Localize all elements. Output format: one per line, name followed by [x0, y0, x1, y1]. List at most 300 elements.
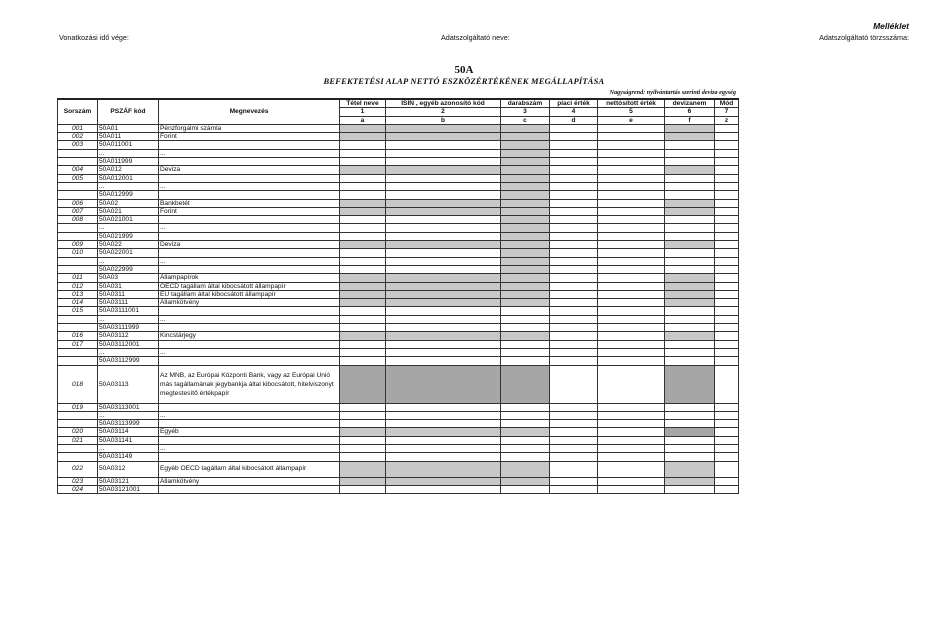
data-cell[interactable] — [386, 444, 501, 452]
data-cell[interactable] — [665, 232, 715, 240]
data-cell[interactable] — [665, 158, 715, 166]
data-cell[interactable] — [598, 357, 665, 365]
data-cell[interactable] — [598, 158, 665, 166]
data-cell[interactable] — [665, 290, 715, 298]
data-cell[interactable] — [550, 477, 598, 485]
data-cell[interactable] — [340, 324, 386, 332]
data-cell[interactable] — [598, 411, 665, 419]
data-cell[interactable] — [501, 348, 550, 356]
data-cell[interactable] — [340, 428, 386, 436]
data-cell[interactable] — [598, 174, 665, 182]
data-cell[interactable] — [665, 453, 715, 461]
data-cell[interactable] — [598, 403, 665, 411]
data-cell[interactable] — [550, 485, 598, 493]
data-cell[interactable] — [598, 216, 665, 224]
data-cell[interactable] — [386, 257, 501, 265]
data-cell[interactable] — [715, 348, 739, 356]
data-cell[interactable] — [665, 249, 715, 257]
data-cell[interactable] — [550, 332, 598, 340]
data-cell[interactable] — [340, 477, 386, 485]
data-cell[interactable] — [665, 403, 715, 411]
data-cell[interactable] — [386, 428, 501, 436]
data-cell[interactable] — [386, 324, 501, 332]
data-cell[interactable] — [598, 348, 665, 356]
data-cell[interactable] — [340, 182, 386, 190]
data-cell[interactable] — [386, 182, 501, 190]
data-cell[interactable] — [550, 403, 598, 411]
data-cell[interactable] — [501, 257, 550, 265]
data-cell[interactable] — [550, 191, 598, 199]
data-cell[interactable] — [665, 274, 715, 282]
data-cell[interactable] — [550, 216, 598, 224]
data-cell[interactable] — [386, 290, 501, 298]
row-pszaf-code: 50A021999 — [98, 232, 159, 240]
table-row — [58, 461, 739, 477]
data-cell[interactable] — [715, 141, 739, 149]
data-cell[interactable] — [715, 158, 739, 166]
data-cell[interactable] — [665, 282, 715, 290]
row-pszaf-code: 50A022 — [98, 241, 159, 249]
data-cell[interactable] — [665, 182, 715, 190]
data-cell[interactable] — [598, 141, 665, 149]
data-cell[interactable] — [501, 485, 550, 493]
data-cell[interactable] — [386, 149, 501, 157]
data-cell[interactable] — [665, 436, 715, 444]
data-cell[interactable] — [715, 307, 739, 315]
data-cell[interactable] — [550, 207, 598, 215]
data-cell[interactable] — [715, 332, 739, 340]
data-cell[interactable] — [501, 274, 550, 282]
data-cell[interactable] — [715, 485, 739, 493]
data-cell[interactable] — [340, 411, 386, 419]
data-cell[interactable] — [550, 461, 598, 477]
data-cell[interactable] — [340, 420, 386, 428]
data-cell[interactable] — [665, 477, 715, 485]
row-sorszam: 015 — [58, 307, 98, 315]
row-pszaf-code: 50A031 — [98, 282, 159, 290]
data-cell[interactable] — [501, 232, 550, 240]
data-cell[interactable] — [386, 274, 501, 282]
data-cell[interactable] — [665, 315, 715, 323]
data-cell[interactable] — [550, 241, 598, 249]
data-cell[interactable] — [665, 485, 715, 493]
data-cell[interactable] — [386, 199, 501, 207]
data-cell[interactable] — [386, 224, 501, 232]
data-cell[interactable] — [665, 141, 715, 149]
data-cell[interactable] — [550, 158, 598, 166]
data-cell[interactable] — [501, 249, 550, 257]
data-cell[interactable] — [550, 182, 598, 190]
data-cell[interactable] — [550, 141, 598, 149]
data-cell[interactable] — [550, 224, 598, 232]
data-cell[interactable] — [501, 182, 550, 190]
data-cell[interactable] — [715, 207, 739, 215]
data-cell[interactable] — [715, 315, 739, 323]
row-megnevezes — [159, 485, 340, 493]
data-cell[interactable] — [550, 174, 598, 182]
data-cell[interactable] — [501, 207, 550, 215]
data-cell[interactable] — [386, 141, 501, 149]
data-cell[interactable] — [550, 299, 598, 307]
data-cell[interactable] — [665, 265, 715, 273]
data-cell[interactable] — [665, 207, 715, 215]
data-cell[interactable] — [550, 444, 598, 452]
data-cell[interactable] — [715, 282, 739, 290]
data-cell[interactable] — [598, 324, 665, 332]
data-cell[interactable] — [550, 357, 598, 365]
data-cell[interactable] — [340, 191, 386, 199]
row-pszaf-code: 50A03112999 — [98, 357, 159, 365]
data-cell[interactable] — [715, 174, 739, 182]
data-cell[interactable] — [340, 340, 386, 348]
data-cell[interactable] — [665, 357, 715, 365]
data-cell[interactable] — [715, 149, 739, 157]
data-cell[interactable] — [340, 299, 386, 307]
data-cell[interactable] — [715, 124, 739, 132]
data-cell[interactable] — [550, 290, 598, 298]
col-letter: f — [665, 116, 715, 124]
data-cell[interactable] — [386, 249, 501, 257]
data-cell[interactable] — [340, 232, 386, 240]
data-cell[interactable] — [340, 158, 386, 166]
data-cell[interactable] — [665, 307, 715, 315]
data-cell[interactable] — [340, 315, 386, 323]
data-cell[interactable] — [340, 461, 386, 477]
row-pszaf-code: ... — [98, 411, 159, 419]
data-cell[interactable] — [598, 453, 665, 461]
data-cell[interactable] — [340, 282, 386, 290]
data-cell[interactable] — [386, 340, 501, 348]
data-cell[interactable] — [386, 299, 501, 307]
data-cell[interactable] — [501, 411, 550, 419]
data-cell[interactable] — [715, 365, 739, 403]
data-cell[interactable] — [598, 124, 665, 132]
data-cell[interactable] — [340, 207, 386, 215]
data-cell[interactable] — [550, 453, 598, 461]
data-cell[interactable] — [665, 174, 715, 182]
data-cell[interactable] — [386, 207, 501, 215]
data-cell[interactable] — [550, 257, 598, 265]
data-cell[interactable] — [715, 340, 739, 348]
data-cell[interactable] — [386, 124, 501, 132]
data-cell[interactable] — [386, 166, 501, 174]
data-cell[interactable] — [715, 216, 739, 224]
data-cell[interactable] — [598, 340, 665, 348]
row-sorszam: 002 — [58, 133, 98, 141]
data-cell[interactable] — [501, 166, 550, 174]
data-cell[interactable] — [665, 257, 715, 265]
data-cell[interactable] — [340, 290, 386, 298]
data-cell[interactable] — [715, 241, 739, 249]
data-cell[interactable] — [501, 241, 550, 249]
data-cell[interactable] — [665, 124, 715, 132]
data-cell[interactable] — [598, 485, 665, 493]
data-cell[interactable] — [598, 274, 665, 282]
data-cell[interactable] — [550, 265, 598, 273]
data-cell[interactable] — [715, 477, 739, 485]
data-cell[interactable] — [715, 299, 739, 307]
data-cell[interactable] — [715, 436, 739, 444]
data-cell[interactable] — [501, 420, 550, 428]
data-cell[interactable] — [598, 149, 665, 157]
data-cell[interactable] — [386, 411, 501, 419]
data-cell[interactable] — [340, 274, 386, 282]
data-cell[interactable] — [550, 365, 598, 403]
data-cell[interactable] — [598, 444, 665, 452]
data-cell[interactable] — [715, 232, 739, 240]
data-cell[interactable] — [386, 357, 501, 365]
data-cell[interactable] — [340, 216, 386, 224]
data-cell[interactable] — [501, 444, 550, 452]
data-cell[interactable] — [665, 340, 715, 348]
data-cell[interactable] — [501, 174, 550, 182]
data-cell[interactable] — [550, 232, 598, 240]
data-cell[interactable] — [386, 315, 501, 323]
data-cell[interactable] — [340, 403, 386, 411]
data-cell[interactable] — [386, 158, 501, 166]
data-cell[interactable] — [501, 299, 550, 307]
data-cell[interactable] — [550, 199, 598, 207]
data-cell[interactable] — [598, 332, 665, 340]
data-cell[interactable] — [598, 232, 665, 240]
data-cell[interactable] — [340, 166, 386, 174]
data-cell[interactable] — [386, 216, 501, 224]
data-cell[interactable] — [598, 199, 665, 207]
data-cell[interactable] — [386, 133, 501, 141]
data-cell[interactable] — [501, 191, 550, 199]
data-cell[interactable] — [340, 174, 386, 182]
data-cell[interactable] — [340, 453, 386, 461]
data-cell[interactable] — [598, 133, 665, 141]
data-cell[interactable] — [598, 290, 665, 298]
data-cell[interactable] — [340, 265, 386, 273]
data-cell[interactable] — [386, 241, 501, 249]
row-pszaf-code: 50A03121 — [98, 477, 159, 485]
data-cell[interactable] — [340, 444, 386, 452]
data-cell[interactable] — [598, 224, 665, 232]
data-cell[interactable] — [340, 124, 386, 132]
data-cell[interactable] — [386, 265, 501, 273]
data-cell[interactable] — [665, 348, 715, 356]
data-cell[interactable] — [665, 191, 715, 199]
data-cell[interactable] — [665, 332, 715, 340]
data-cell[interactable] — [501, 403, 550, 411]
row-pszaf-code: 50A012001 — [98, 174, 159, 182]
data-cell[interactable] — [501, 315, 550, 323]
data-cell[interactable] — [715, 411, 739, 419]
data-cell[interactable] — [501, 124, 550, 132]
data-cell[interactable] — [340, 485, 386, 493]
data-cell[interactable] — [665, 461, 715, 477]
data-cell[interactable] — [386, 403, 501, 411]
data-cell[interactable] — [386, 232, 501, 240]
data-cell[interactable] — [501, 265, 550, 273]
data-cell[interactable] — [598, 249, 665, 257]
data-cell[interactable] — [501, 461, 550, 477]
data-cell[interactable] — [386, 191, 501, 199]
data-cell[interactable] — [598, 265, 665, 273]
data-cell[interactable] — [715, 224, 739, 232]
data-cell[interactable] — [598, 182, 665, 190]
data-cell[interactable] — [340, 241, 386, 249]
data-cell[interactable] — [501, 133, 550, 141]
data-cell[interactable] — [501, 158, 550, 166]
data-cell[interactable] — [386, 461, 501, 477]
data-cell[interactable] — [340, 257, 386, 265]
data-cell[interactable] — [550, 340, 598, 348]
data-cell[interactable] — [550, 282, 598, 290]
table-row — [58, 290, 739, 298]
data-cell[interactable] — [715, 403, 739, 411]
data-cell[interactable] — [386, 348, 501, 356]
data-cell[interactable] — [550, 315, 598, 323]
data-cell[interactable] — [501, 365, 550, 403]
data-cell[interactable] — [550, 420, 598, 428]
data-cell[interactable] — [340, 436, 386, 444]
data-cell[interactable] — [340, 249, 386, 257]
data-cell[interactable] — [715, 274, 739, 282]
data-cell[interactable] — [665, 411, 715, 419]
data-cell[interactable] — [501, 282, 550, 290]
data-cell[interactable] — [386, 453, 501, 461]
data-cell[interactable] — [598, 477, 665, 485]
data-cell[interactable] — [715, 191, 739, 199]
data-cell[interactable] — [340, 224, 386, 232]
data-cell[interactable] — [340, 348, 386, 356]
data-cell[interactable] — [386, 174, 501, 182]
data-cell[interactable] — [665, 299, 715, 307]
data-cell[interactable] — [665, 420, 715, 428]
data-cell[interactable] — [501, 436, 550, 444]
data-cell[interactable] — [386, 436, 501, 444]
data-cell[interactable] — [598, 257, 665, 265]
data-cell[interactable] — [501, 340, 550, 348]
data-cell[interactable] — [340, 141, 386, 149]
data-cell[interactable] — [715, 453, 739, 461]
data-cell[interactable] — [665, 241, 715, 249]
data-cell[interactable] — [501, 224, 550, 232]
data-cell[interactable] — [550, 249, 598, 257]
data-cell[interactable] — [715, 420, 739, 428]
data-cell[interactable] — [550, 166, 598, 174]
data-cell[interactable] — [386, 282, 501, 290]
data-cell[interactable] — [501, 453, 550, 461]
data-cell[interactable] — [665, 216, 715, 224]
data-cell[interactable] — [550, 124, 598, 132]
data-cell[interactable] — [715, 428, 739, 436]
data-cell[interactable] — [501, 216, 550, 224]
data-cell[interactable] — [550, 149, 598, 157]
data-cell[interactable] — [386, 365, 501, 403]
data-cell[interactable] — [340, 199, 386, 207]
data-cell[interactable] — [501, 141, 550, 149]
data-cell[interactable] — [386, 485, 501, 493]
data-cell[interactable] — [598, 365, 665, 403]
data-cell[interactable] — [598, 420, 665, 428]
data-cell[interactable] — [550, 348, 598, 356]
data-cell[interactable] — [665, 324, 715, 332]
data-cell[interactable] — [715, 133, 739, 141]
data-cell[interactable] — [598, 207, 665, 215]
data-cell[interactable] — [715, 461, 739, 477]
data-cell[interactable] — [665, 444, 715, 452]
data-cell[interactable] — [550, 428, 598, 436]
table-row — [58, 149, 739, 157]
data-cell[interactable] — [501, 324, 550, 332]
data-cell[interactable] — [550, 274, 598, 282]
data-cell[interactable] — [665, 428, 715, 436]
data-cell[interactable] — [501, 307, 550, 315]
row-megnevezes — [159, 174, 340, 182]
data-cell[interactable] — [340, 307, 386, 315]
data-cell[interactable] — [598, 299, 665, 307]
data-cell[interactable] — [386, 332, 501, 340]
data-cell[interactable] — [501, 149, 550, 157]
data-cell[interactable] — [715, 249, 739, 257]
data-cell[interactable] — [598, 315, 665, 323]
row-megnevezes — [159, 453, 340, 461]
row-megnevezes — [159, 403, 340, 411]
data-cell[interactable] — [715, 290, 739, 298]
data-cell[interactable] — [598, 307, 665, 315]
col-letter: a — [340, 116, 386, 124]
data-cell[interactable] — [501, 428, 550, 436]
data-cell[interactable] — [386, 307, 501, 315]
data-cell[interactable] — [715, 166, 739, 174]
data-cell[interactable] — [501, 357, 550, 365]
data-cell[interactable] — [550, 411, 598, 419]
data-cell[interactable] — [501, 332, 550, 340]
data-cell[interactable] — [665, 365, 715, 403]
data-cell[interactable] — [550, 133, 598, 141]
data-cell[interactable] — [715, 182, 739, 190]
data-cell[interactable] — [550, 307, 598, 315]
data-cell[interactable] — [715, 324, 739, 332]
data-cell[interactable] — [598, 191, 665, 199]
data-cell[interactable] — [665, 133, 715, 141]
data-cell[interactable] — [550, 436, 598, 444]
data-cell[interactable] — [665, 224, 715, 232]
data-cell[interactable] — [550, 324, 598, 332]
data-cell[interactable] — [340, 332, 386, 340]
data-cell[interactable] — [665, 199, 715, 207]
data-cell[interactable] — [598, 241, 665, 249]
data-cell[interactable] — [665, 149, 715, 157]
data-cell[interactable] — [386, 420, 501, 428]
data-cell[interactable] — [340, 357, 386, 365]
data-cell[interactable] — [598, 282, 665, 290]
data-cell[interactable] — [501, 199, 550, 207]
data-cell[interactable] — [715, 257, 739, 265]
data-cell[interactable] — [665, 166, 715, 174]
data-cell[interactable] — [715, 199, 739, 207]
row-megnevezes: EU tagállam által kibocsátott állampapír — [159, 290, 340, 298]
data-cell[interactable] — [340, 149, 386, 157]
data-cell[interactable] — [340, 365, 386, 403]
data-cell[interactable] — [501, 290, 550, 298]
row-megnevezes — [159, 265, 340, 273]
data-cell[interactable] — [598, 428, 665, 436]
data-cell[interactable] — [598, 436, 665, 444]
data-cell[interactable] — [598, 166, 665, 174]
data-cell[interactable] — [340, 133, 386, 141]
data-cell[interactable] — [501, 477, 550, 485]
data-cell[interactable] — [715, 357, 739, 365]
data-cell[interactable] — [715, 444, 739, 452]
data-cell[interactable] — [715, 265, 739, 273]
data-cell[interactable] — [386, 477, 501, 485]
data-cell[interactable] — [598, 461, 665, 477]
